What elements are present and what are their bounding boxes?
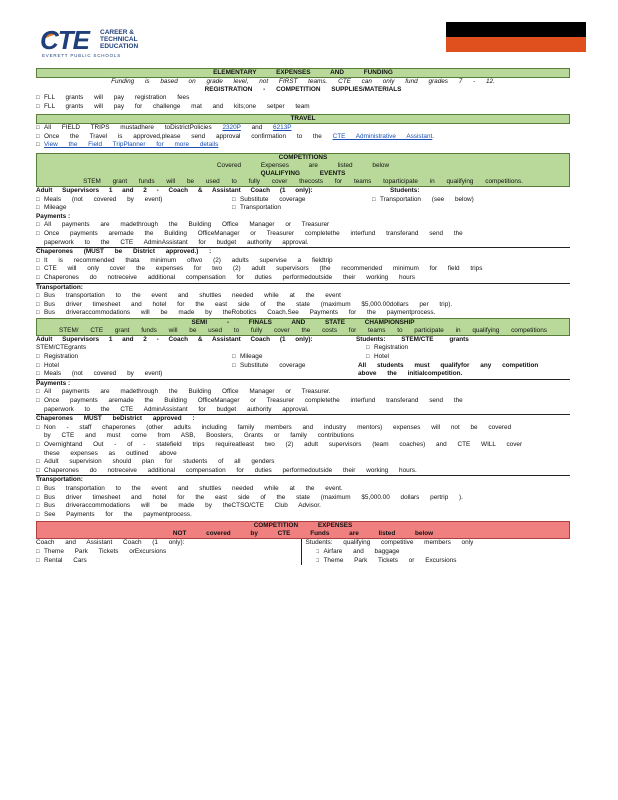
list-item: □ FLL grants will pay registration fees xyxy=(36,94,570,103)
stem-note: STEM grant funds will be used to fully cover thecosts for teams toparticipate in qualifying competitions. xyxy=(36,178,570,187)
elementary-subheading: REGISTRATION - COMPETITION SUPPLIES/MATERIALS xyxy=(204,86,402,93)
meals-item: □ Meals (not covered by event) xyxy=(36,196,232,205)
logo-subtitle: EVERETT PUBLIC SCHOOLS xyxy=(42,53,122,58)
registration-item: □ Registration xyxy=(36,353,232,362)
cte-admin-assistant-link[interactable]: CTE Administrative Assistant xyxy=(332,132,433,140)
logo-text xyxy=(100,29,138,50)
semis-row xyxy=(36,344,570,353)
list-item: □ See Payments for the paymentprocess. xyxy=(36,511,570,520)
list-item-continued: by CTE and must come from ASB, Boosters, Grants or family contributions xyxy=(44,432,354,440)
semis-payments-label: Payments : xyxy=(36,379,570,389)
list-item: □ Bus driver timesheet and hotel for the east side of the state (maximum $5,000.00 dollars pertrip ). xyxy=(36,494,570,503)
qualifying-heading: QUALIFYING EVENTS xyxy=(36,170,570,178)
list-item: □ Once the Travel is approved,please send approval confirmation to the CTE Administrative Assistant. xyxy=(36,133,570,142)
student-registration-item: □ Registration xyxy=(366,344,570,353)
semis-substitute-item: □ Substitute coverage xyxy=(232,362,352,371)
elementary-note: Funding is based on grade level, not FIRST teams. CTE can only fund grades 7 - 12. xyxy=(111,78,495,85)
list-item: □ Overnightand Out - of - statefield trips requireatleast two (2) adult supervisors (team coaches) and CTE WILL cover xyxy=(36,441,570,450)
expenses-table xyxy=(36,539,570,565)
semis-row xyxy=(36,353,570,362)
list-item: □ Once payments aremade the Building OfficeManager or Treasurer completethe interfund transferand send the xyxy=(36,397,570,406)
expenses-coach-column xyxy=(36,539,302,565)
expenses-heading: COMPETITION EXPENSES xyxy=(36,521,570,530)
expenses-students-column xyxy=(302,539,571,565)
travel-policy-text: All FIELD TRIPS mustadhere toDistrictPolicies xyxy=(44,124,212,132)
semis-supervisors-row xyxy=(36,336,570,345)
logo-line2: TECHNICAL xyxy=(100,36,138,43)
transport-item: □ Transportation xyxy=(232,204,352,213)
semis-transportation-label: Transportation: xyxy=(36,475,570,485)
list-item-continued: these expenses as outlined above xyxy=(44,449,177,457)
supervisors-row xyxy=(36,187,570,196)
list-item: □ Theme Park Tickets or Excursions xyxy=(316,557,571,566)
expenses-subheading: NOT covered by CTE Funds are listed below xyxy=(36,530,570,539)
payments-label: Payments : xyxy=(36,212,71,220)
policy-2320p-link[interactable]: 2320P xyxy=(222,124,241,132)
semis-adult-label: Adult Supervisors 1 and 2 - Coach & Assistant Coach (1 only): xyxy=(36,335,313,343)
list-item: □ Adult supervision should plan for students of all genders xyxy=(36,458,570,467)
substitute-item: □ Substitute coverage xyxy=(232,196,352,205)
transportation-label: Transportation: xyxy=(36,283,570,293)
logo-line1: CAREER & xyxy=(100,29,134,36)
list-item: □ Bus driver timesheet and hotel for the east side of the state (maximum $5,000.00dollars per trip). xyxy=(36,301,570,310)
above-note: above the initialcompetition. xyxy=(358,370,463,378)
list-item: □ Bus transportation to the event and shuttles needed while at the event. xyxy=(36,485,570,494)
travel-heading: TRAVEL xyxy=(36,114,570,124)
field-trip-planner-link[interactable]: View the Field TripPlanner for more details xyxy=(44,141,219,149)
competitions-subheading: Covered Expenses are listed below xyxy=(36,162,570,170)
list-item: □ All payments are madethrough the Building Office Manager or Treasurer. xyxy=(36,388,570,397)
list-item: □ Bus driveraccommodations will be made by theRobotics Coach.See Payments for the paymentprocess. xyxy=(36,309,570,318)
list-item: □ Once payments aremade the Building OfficeManager or Treasurer completethe interfund transferand send the xyxy=(36,230,570,239)
list-item: □ Rental Cars xyxy=(36,557,301,566)
list-item: □ It is recommended thata minimum oftwo (2) adults supervise a fieldtrip xyxy=(36,257,570,266)
list-item: □ Theme Park Tickets orExcursions xyxy=(36,548,301,557)
list-item-continued: paperwork to the CTE AdminAssistant for budget authority approval. xyxy=(44,238,309,246)
list-item-continued: paperwork to the CTE AdminAssistant for budget authority approval. xyxy=(44,405,309,413)
coach-label: Coach and Assistant Coach (1 only): xyxy=(36,539,185,547)
list-item: □ Chaperones do notreceive additional compensation for duties performedoutside their working hours xyxy=(36,274,570,283)
semis-chaperones-label: Chaperones MUST beDistrict approved : xyxy=(36,414,570,424)
elementary-heading: ELEMENTARY EXPENSES AND FUNDING xyxy=(36,68,570,78)
covered-row xyxy=(36,196,570,205)
students-label: Students: xyxy=(390,186,420,194)
logo-mark: CTE xyxy=(40,25,89,55)
document-body xyxy=(36,68,570,565)
list-item: □ Bus transportation to the event and shuttles needed while at the event xyxy=(36,292,570,301)
page-header xyxy=(0,0,618,68)
list-item: □ FLL grants will pay for challenge mat and kits;one setper team xyxy=(36,103,570,112)
chaperones-label: Chaperones (MUST be District approved.) : xyxy=(36,247,570,257)
transport-see-item: □ Transportation (see below) xyxy=(372,196,570,205)
and-text: and xyxy=(251,124,263,132)
semis-stem-note: STEM/ CTE grant funds will be used to fully cover the costs for teams to participate in qualifying competitions xyxy=(36,327,570,336)
semis-row xyxy=(36,362,570,371)
list-item: □ CTE will only cover the expenses for two (2) adult supervisors (the recommended minimum for field trips xyxy=(36,265,570,274)
student-hotel-item: □ Hotel xyxy=(366,353,570,362)
header-black-bar xyxy=(446,22,586,37)
semis-row xyxy=(36,370,570,379)
travel-approval-text: Once the Travel is approved,please send approval confirmation to the xyxy=(44,132,322,140)
logo-line3: EDUCATION xyxy=(100,43,139,50)
list-item xyxy=(36,124,570,133)
adult-supervisors-label: Adult Supervisors 1 and 2 - Coach & Assistant Coach (1 only): xyxy=(36,186,313,194)
covered-row xyxy=(36,204,570,213)
semis-mileage-item: □ Mileage xyxy=(232,353,352,362)
all-students-note: All students must qualifyfor any competition xyxy=(358,361,539,369)
mileage-item: □ Mileage xyxy=(36,204,232,213)
cte-logo xyxy=(40,25,160,59)
list-item: □ Non - staff chaperones (other adults including family members and industry mentors) expenses will not be covered xyxy=(36,424,570,433)
stem-grants-label: STEM/CTEgrants xyxy=(36,344,87,352)
list-item: □ Chaperones do notreceive additional compensation for duties performedoutside their working hours. xyxy=(36,467,570,476)
semis-heading: SEMI - FINALS AND STATE CHAMPIONSHIP xyxy=(36,318,570,327)
list-item: □ Airfare and baggage xyxy=(316,548,571,557)
list-item: □ Bus driveraccommodations will be made by theCTSO/CTE Club Advisor. xyxy=(36,502,570,511)
students-only-label: Students: qualifying competitive members only xyxy=(305,539,474,547)
list-item: □ All payments are madethrough the Building Office Manager or Treasurer xyxy=(36,221,570,230)
semis-students-label: Students: STEM/CTE grants xyxy=(356,335,469,343)
hotel-item: □ Hotel xyxy=(36,362,232,371)
competitions-heading: COMPETITIONS xyxy=(36,153,570,162)
list-item xyxy=(36,141,570,150)
header-orange-bar xyxy=(446,37,586,52)
policy-6213p-link[interactable]: 6213P xyxy=(273,124,292,132)
semis-meals-item: □ Meals (not covered by event) xyxy=(36,370,352,379)
